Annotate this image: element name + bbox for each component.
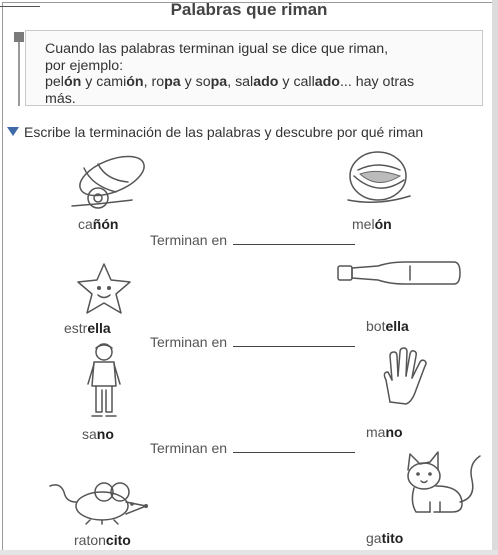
word-stem: ca bbox=[78, 216, 93, 232]
cat-icon bbox=[400, 446, 486, 520]
separator: y bbox=[81, 74, 97, 90]
star-icon bbox=[72, 260, 136, 318]
word-botella bbox=[366, 318, 409, 334]
word-stem: estr bbox=[64, 320, 88, 336]
example-ending: ado bbox=[314, 74, 340, 90]
separator: , bbox=[143, 74, 152, 90]
word-ending: no bbox=[385, 424, 403, 440]
melon-icon bbox=[338, 146, 418, 214]
word-ending: no bbox=[96, 426, 114, 442]
intro-line-2: por ejemplo: bbox=[45, 57, 124, 74]
word-stem: ma bbox=[366, 424, 386, 440]
word-stem: bot bbox=[366, 318, 386, 334]
word-gatito bbox=[366, 530, 403, 546]
example-ending: pa bbox=[164, 74, 181, 90]
example-ending: pa bbox=[210, 74, 228, 90]
word-sano bbox=[82, 426, 114, 442]
rhyme-label: Terminan en bbox=[150, 440, 228, 456]
word-stem: raton bbox=[74, 532, 106, 548]
rhyme-label: Terminan en bbox=[150, 232, 228, 248]
rhyme-prompt-2 bbox=[150, 334, 355, 350]
word-ending: ñón bbox=[92, 216, 119, 232]
intro-line-4: más. bbox=[45, 90, 76, 107]
answer-blank-1[interactable] bbox=[233, 234, 355, 245]
rhyme-prompt-3 bbox=[150, 440, 355, 456]
cannon-icon bbox=[62, 152, 152, 214]
word-stem: mel bbox=[352, 216, 375, 232]
example-ending: ón bbox=[63, 74, 82, 90]
example-stem: sal bbox=[235, 74, 254, 90]
word-ending: ella bbox=[87, 320, 111, 336]
box-side-line bbox=[18, 42, 20, 106]
page-bottom-edge bbox=[0, 550, 498, 555]
intro-line-3 bbox=[45, 74, 482, 91]
bottle-icon bbox=[334, 256, 464, 290]
word-estrella bbox=[64, 320, 111, 336]
triangle-bullet-icon bbox=[7, 127, 19, 136]
word-ending: ón bbox=[374, 216, 392, 232]
example-stem: cami bbox=[96, 74, 127, 90]
intro-tail: ... hay otras bbox=[339, 74, 415, 90]
word-ending: tito bbox=[381, 530, 404, 546]
example-ending: ado bbox=[253, 74, 279, 90]
hand-icon bbox=[376, 346, 432, 408]
mouse-icon bbox=[46, 476, 158, 526]
example-ending: ón bbox=[126, 74, 144, 90]
separator: y bbox=[278, 74, 294, 90]
page-title: Palabras que riman bbox=[170, 0, 328, 19]
rhyme-prompt-1 bbox=[150, 232, 355, 248]
intro-line-1: Cuando las palabras terminan igual se dice que riman, bbox=[45, 41, 389, 57]
answer-blank-3[interactable] bbox=[233, 442, 355, 453]
intro-box bbox=[25, 30, 483, 106]
separator: , bbox=[227, 74, 236, 90]
word-ending: ella bbox=[385, 318, 409, 334]
box-tab-marker bbox=[14, 32, 24, 42]
word-ratoncito bbox=[74, 532, 131, 548]
word-melon bbox=[352, 216, 392, 232]
example-stem: pel bbox=[45, 74, 64, 90]
word-mano bbox=[366, 424, 403, 440]
word-canon bbox=[78, 216, 118, 232]
word-stem: sa bbox=[82, 426, 97, 442]
rhyme-label: Terminan en bbox=[150, 334, 228, 350]
example-stem: so bbox=[195, 74, 211, 90]
example-stem: ro bbox=[151, 74, 165, 90]
page-right-edge bbox=[492, 0, 498, 555]
word-stem: ga bbox=[366, 530, 382, 546]
answer-blank-2[interactable] bbox=[233, 336, 355, 347]
instruction-text: Escribe la terminación de las palabras y descubre por qué riman bbox=[24, 124, 424, 140]
boy-icon bbox=[84, 340, 124, 422]
separator: y bbox=[180, 74, 196, 90]
example-stem: call bbox=[293, 74, 315, 90]
word-ending: cito bbox=[105, 532, 131, 548]
